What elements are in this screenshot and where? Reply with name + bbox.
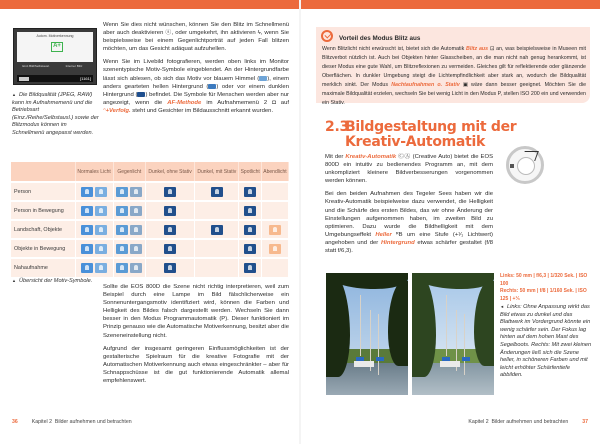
motif-symbol-icon: [116, 206, 128, 216]
motif-symbol-table: [11, 162, 289, 277]
caption-table: ▲ Übersicht der Motiv-Symbole.: [12, 278, 93, 284]
header-cell: [11, 162, 75, 182]
checkmark-circle-icon: [321, 30, 333, 42]
af-method-term: AF-Methode: [167, 99, 202, 106]
caption-camera-screen: ▲ Die Bildqualität (JPEG, RAW) kann im Aufnahmemenü und die Betriebsart (Einz./Reihe/Selbstausl.) sowie der Blitzmodus können im Schnellmenü angepasst werden.: [12, 92, 99, 136]
image-quality-icon: [19, 77, 29, 81]
motif-symbol-icon: [81, 225, 93, 235]
motif-symbol-icon: [116, 225, 128, 235]
footer-right: [468, 419, 588, 425]
table-cell: [261, 239, 288, 258]
table-cell: [239, 258, 261, 277]
dial-mark: [510, 164, 514, 168]
motif-symbol-icon: [164, 263, 176, 273]
motif-symbol-icon: [269, 244, 281, 254]
page-number: 36: [12, 419, 18, 425]
page-number: 37: [582, 419, 588, 425]
row-label: Nahaufnahme: [11, 258, 75, 277]
caption-photos: ◄ Links: Ohne Anpassung wirkt das Bild etwas zu dunkel und das Blattwerk im Vordergrund könnte ein wenig schärfer sein. Der Fokus lag hinten auf dem hohen Mast des Segelboots. Rechts: Mit zwei kleinen Änderungen ließ sich die Szene heller, in schöneren Farben und mit leicht erhöhter Schärfentiefe abbilden.: [500, 304, 592, 379]
table-row: [11, 201, 289, 220]
table-cell: [75, 239, 113, 258]
section-title-line1: Bildgestaltung mit der: [345, 119, 517, 135]
motif-symbol-icon: [95, 187, 107, 197]
tip-box: [316, 27, 590, 106]
motif-symbol-icon: [211, 187, 223, 197]
motif-symbol-icon: [164, 187, 176, 197]
row-label: Landschaft, Objekte: [11, 220, 75, 239]
flash-mode-label: Interner Blitz: [65, 64, 83, 68]
footer-chapter: Kapitel 2: [468, 419, 489, 425]
table-cell: [113, 182, 145, 201]
table-cell: [113, 258, 145, 277]
motif-symbol-icon: [244, 225, 256, 235]
motif-symbol-icon: [130, 187, 142, 197]
dial-pointer: [521, 151, 539, 161]
table-cell: [195, 220, 239, 239]
face-tracking-term: ᵔ+Verfolg.: [103, 107, 131, 114]
motif-symbol-icon: [81, 244, 93, 254]
left-column-text-bottom: [103, 283, 289, 390]
table-cell: [113, 201, 145, 220]
photo-left-unadjusted: [326, 273, 408, 395]
motif-symbol-icon: [130, 225, 142, 235]
motif-symbol-icon: [244, 263, 256, 273]
motif-symbol-icon: [130, 244, 142, 254]
brighter-term: Heller: [375, 231, 392, 238]
table-cell: [145, 201, 194, 220]
table-cell: [145, 182, 194, 201]
motif-symbol-icon: [95, 244, 107, 254]
paragraph-conclusion: Aufgrund der insgesamt geringeren Einflussmöglichkeiten ist der gestalterische Spielraum für die kreative Fotografie mit der Automatischen Motiverkennung auch etwas eingeschränkter – aber für Schnappschüsse ist die gut funktionierende Automatik allemal empfehlenswert.: [103, 345, 289, 385]
motif-symbol-icon: [81, 187, 93, 197]
table-cell: [239, 182, 261, 201]
camera-screen-top: [17, 32, 93, 62]
section-heading: [325, 120, 516, 150]
exif-right: Rechts: 50 mm | f/8 | 1/160 Sek. | ISO 125 | +⅓: [500, 288, 587, 302]
header-cell: Dunkel, ohne Stativ: [145, 162, 194, 182]
motif-symbol-icon: [130, 263, 142, 273]
motif-symbol-icon: [95, 263, 107, 273]
table-cell: [239, 201, 261, 220]
header-cell: Abendlicht: [261, 162, 288, 182]
row-label: Objekte in Bewegung: [11, 239, 75, 258]
motif-symbol-icon: [244, 244, 256, 254]
motif-symbol-icon: [116, 263, 128, 273]
motif-symbol-icon: [164, 244, 176, 254]
header-cell: Gegenlicht: [113, 162, 145, 182]
table-cell: [195, 201, 239, 220]
paragraph-livebild: Wenn Sie im Livebild fotografieren, werden oben links im Monitor szenentypische Motiv-Symbole eingeblendet. An der Hintergrundfarbe lässt sich ablesen, ob sich das Motiv vor blauem Himmel ( ), einem anders gearteten hellen Hintergrund ( ) oder vor einem dunklen Hintergrund ( ) befindet. Die Symbole für Menschen werden aber nur angezeigt, wenn die AF-Methode im Aufnahmemenü 2 ◘ auf ᵔ+Verfolg. steht und Gesichter im Bildausschnitt erkannt wurden.: [103, 59, 290, 114]
motif-symbol-icon: [244, 187, 256, 197]
table-cell: [261, 258, 288, 277]
row-label: Person: [11, 182, 75, 201]
table-cell: [195, 182, 239, 201]
tip-body: Wenn Blitzlicht nicht erwünscht ist, bietet sich die Automatik Blitz aus ⊡ an, was beispielsweise in Museen mit Blitzverbot nützlich ist. Auch bei Objekten hinter Glasscheiben, an die man nicht nah genug herankommt, ist dieser Modus eine gute Wahl, um Blitzreflexionen zu vermeiden. Gleiches gilt für reflektierende oder glänzende Oberflächen. In dunkler Umgebung steigt die Lichtempfindlichkeit aber stark an, wodurch die Bildqualität merklich sinkt. Der Modus Nachtaufnahmen o. Stativ ▣ wäre dann besser geeignet. Möchten Sie die maximale Bildqualität erzielen, wechseln Sie bei wenig Licht in den Modus P, stellen ISO 200 ein und verwenden ein Stativ.: [322, 46, 587, 106]
header-cell: Spotlicht: [239, 162, 261, 182]
table-row: [11, 182, 289, 201]
table-row: [11, 239, 289, 258]
row-label: Person in Bewegung: [11, 201, 75, 220]
table-cell: [195, 239, 239, 258]
footer-chapter: Kapitel 2: [31, 419, 52, 425]
tip-title: Vorteil des Modus Blitz aus: [339, 35, 421, 42]
footer-title: Bilder aufnehmen und betrachten: [491, 419, 569, 425]
right-column-text: [325, 153, 493, 260]
section-title-line2: Kreativ-Automatik: [345, 134, 485, 150]
paragraph-creative-auto: Mit der Kreativ-Automatik ⒸⒶ (Creative Auto) bietet die EOS 800D ein intuitiv zu bedienendes Programm an, mit dem unkompliziert kleinere Bildverbesserungen vorgenommen werden können.: [325, 154, 493, 185]
motif-symbol-icon: [116, 244, 128, 254]
header-cell: Normales Licht: [75, 162, 113, 182]
table-body: [11, 182, 289, 277]
motif-symbol-icon: [269, 225, 281, 235]
triangle-up-icon: ▲: [12, 92, 16, 97]
table-cell: [261, 220, 288, 239]
scene-intelligent-auto-icon: A+: [51, 42, 63, 52]
motif-symbol-icon: [130, 206, 142, 216]
exif-info: [500, 273, 592, 303]
triangle-left-icon: ◄: [500, 304, 504, 309]
motif-symbol-icon: [116, 187, 128, 197]
table-cell: [145, 220, 194, 239]
creative-auto-term: Kreativ-Automatik: [345, 154, 397, 160]
motif-symbol-icon: [95, 225, 107, 235]
camera-quick-menu-screenshot: [13, 28, 97, 85]
mode-dial-icon: [506, 146, 544, 184]
camera-screen-status: [17, 75, 93, 82]
night-no-tripod-term: Nachtaufnahmen o. Stativ: [391, 82, 460, 88]
exif-left: Links: 50 mm | f/6,3 | 1/320 Sek. | ISO 100: [500, 273, 588, 287]
paragraph-tegeler-see: Bei den beiden Aufnahmen des Tegeler Sees haben wir die Kreativ-Automatik beispielweise dazu verwendet, die Helligkeit und die Schärfe des ersten Bildes, das wir ohne Änderung der Einstellungen aufgenommen haben, im zweiten Bild zu optimieren. Dazu wurde die Bildhelligkeit mit dem Umgebungseffekt Heller ᴿB um eine Stufe (+¹⁄₁ Lichtwert) angehoben und der Hintergrund etwas schärfer gestaltet (f/8 statt f/6,3).: [325, 191, 493, 255]
table-cell: [145, 258, 194, 277]
page-spine: [299, 0, 301, 444]
table-cell: [195, 258, 239, 277]
table-row: [11, 220, 289, 239]
table-cell: [113, 220, 145, 239]
table-cell: [145, 239, 194, 258]
motif-symbol-icon: [81, 206, 93, 216]
motif-symbol-icon: [211, 225, 223, 235]
paragraph-flash: Wenn Sie dies nicht wünschen, können Sie den Blitz im Schnellmenü aber auch deaktivieren ⓢ, oder umgekehrt, ihn aktivieren ϟ, wenn Sie beispielsweise bei einem Gegenlichtporträt auf jeden Fall blitzen möchten, um das Gesicht adäquat aufzuhellen.: [103, 22, 289, 53]
table-row: [11, 258, 289, 277]
camera-screen-title: Autom. Motiverkennung: [36, 34, 74, 38]
table-header-row: [11, 162, 289, 182]
table-cell: [113, 239, 145, 258]
drive-mode-label: Einz.Bild/Selbstausl.: [22, 64, 50, 68]
motif-symbol-icon: [164, 206, 176, 216]
camera-screen-settings: [17, 63, 93, 75]
table-cell: [261, 201, 288, 220]
background-term: Hintergrund: [380, 239, 415, 246]
table-cell: [239, 239, 261, 258]
table-cell: [239, 220, 261, 239]
table-cell: [75, 201, 113, 220]
motif-symbol-icon: [164, 225, 176, 235]
left-column-text-top: [103, 21, 289, 120]
paragraph-misinterpretation: Sollte die EOS 800D die Szene nicht richtig interpretieren, weil zum Beispiel durch eine Lampe im Bild fälschlicherweise ein Sonnenuntergangsmotiv identifiziert wird, können die Farben und Helligkeit des Bildes falsch dargestellt werden. Wechseln Sie dann besser in den Modus Programmautomatik (P). Dieser funktioniert im Prinzip genauso wie die Automatische Motiverkennung, besitzt aber die Szeneneinstellung nicht.: [103, 284, 289, 339]
motif-symbol-icon: [95, 206, 107, 216]
table-cell: [75, 182, 113, 201]
table-cell: [261, 182, 288, 201]
table-cell: [75, 220, 113, 239]
table-cell: [75, 258, 113, 277]
triangle-up-icon: ▲: [12, 278, 16, 283]
footer-title: Bilder aufnehmen und betrachten: [54, 419, 132, 425]
motif-symbol-icon: [244, 206, 256, 216]
header-cell: Dunkel, mit Stativ: [195, 162, 239, 182]
photo-right-adjusted: [412, 273, 494, 395]
motif-symbol-icon: [81, 263, 93, 273]
flash-off-term: Blitz aus: [466, 46, 489, 52]
footer-left: [12, 419, 132, 425]
section-number: 2.3: [325, 119, 349, 135]
shots-remaining: [1161]: [80, 76, 91, 81]
